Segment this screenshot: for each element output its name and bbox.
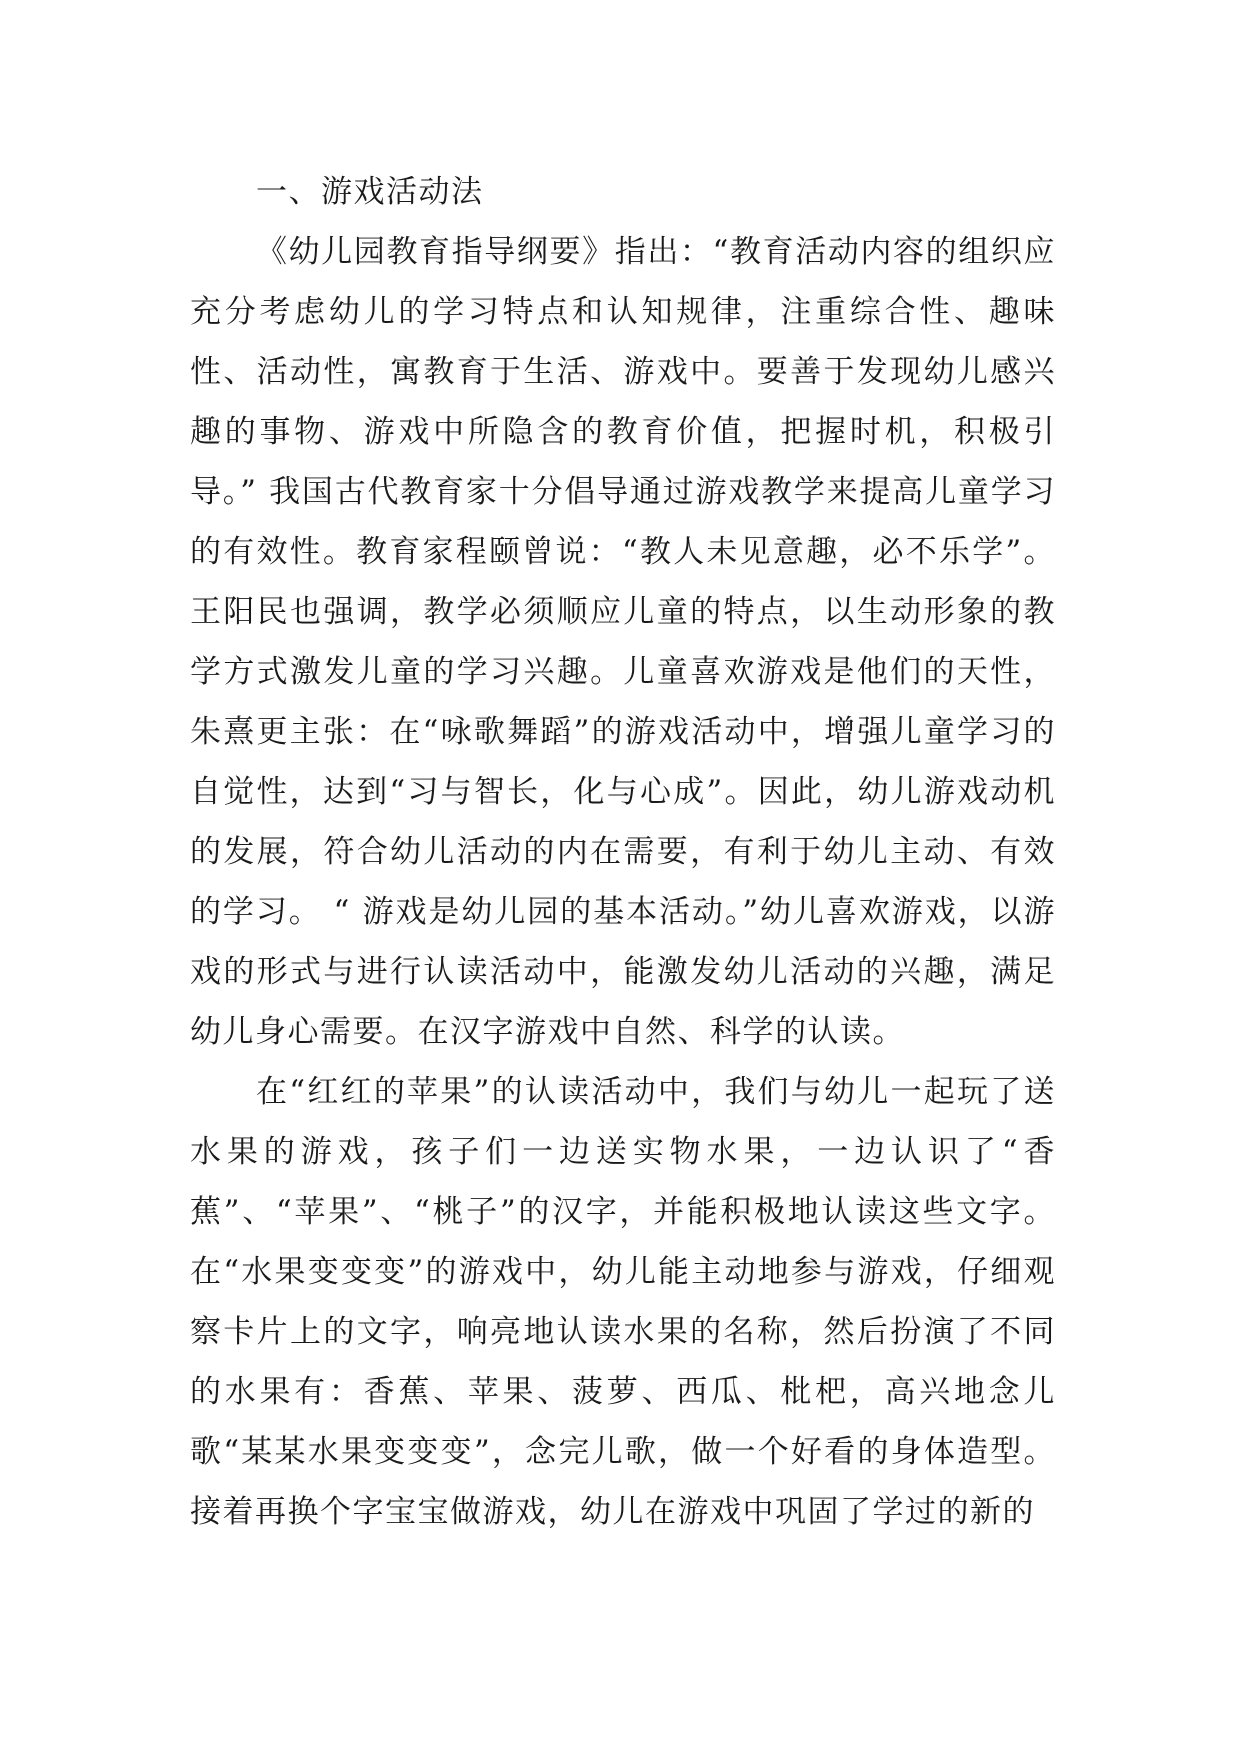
paragraph-1: 《幼儿园教育指导纲要》指出：“教育活动内容的组织应充分考虑幼儿的学习特点和认知规律，注重综合性、趣味性、活动性，寓教育于生活、游戏中。要善于发现幼儿感兴趣的事物、游戏中所隐含的教育价值，把握时机，积极引导。” 我国古代教育家十分倡导通过游戏教学来提高儿童学习的有效性。教育家程颐曾说：“教人未见意趣，必不乐学”。王阳民也强调，教学必须顺应儿童的特点，以生动形象的教学方式激发儿童的学习兴趣。儿童喜欢游戏是他们的天性，朱熹更主张：在“咏歌舞蹈”的游戏活动中，增强儿童学习的自觉性，达到“习与智长，化与心成”。因此，幼儿游戏动机的发展，符合幼儿活动的内在需要，有利于幼儿主动、有效的学习。 “ 游戏是幼儿园的基本活动。”幼儿喜欢游戏，以游戏的形式与进行认读活动中，能激发幼儿活动的兴趣，满足幼儿身心需要。在汉字游戏中自然、科学的认读。: [190, 234, 1056, 1050]
section-heading: 一、游戏活动法: [256, 174, 484, 210]
body-text: [190, 162, 1056, 1542]
paragraph-2: 在“红红的苹果”的认读活动中，我们与幼儿一起玩了送水果的游戏，孩子们一边送实物水果，一边认识了“香蕉”、“苹果”、“桃子”的汉字，并能积极地认读这些文字。在“水果变变变”的游戏中，幼儿能主动地参与游戏，仔细观察卡片上的文字，响亮地认读水果的名称，然后扮演了不同的水果有：香蕉、苹果、菠萝、西瓜、枇杷，高兴地念儿歌“某某水果变变变”，念完儿歌，做一个好看的身体造型。接着再换个字宝宝做游戏，幼儿在游戏中巩固了学过的新的: [190, 1074, 1056, 1530]
